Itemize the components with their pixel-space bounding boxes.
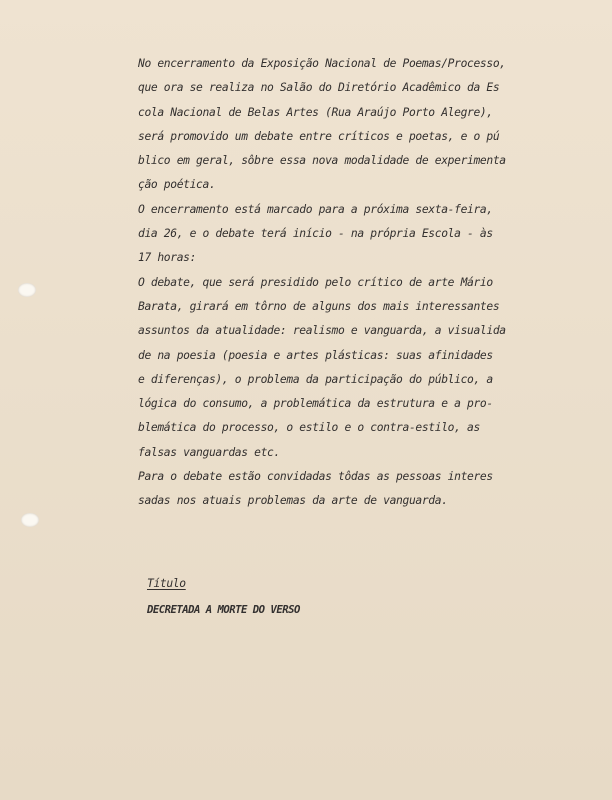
body-line: cola Nacional de Belas Artes (Rua Araújo Porto Alegre), bbox=[138, 105, 493, 119]
body-line: blico em geral, sôbre essa nova modalidade de experimenta bbox=[138, 154, 506, 168]
body-line: ção poética. bbox=[138, 178, 216, 192]
body-line: blemática do processo, o estilo e o contra-estilo, as bbox=[138, 421, 480, 435]
body-line: O debate, que será presidido pelo crítico de arte Mário bbox=[138, 275, 493, 289]
body-line: Para o debate estão convidadas tôdas as pessoas interes bbox=[138, 470, 493, 484]
body-line: sadas nos atuais problemas da arte de vanguarda. bbox=[138, 494, 448, 508]
body-line: O encerramento está marcado para a próxima sexta-feira, bbox=[138, 202, 493, 216]
body-line: 17 horas: bbox=[138, 251, 197, 265]
body-line: que ora se realiza no Salão do Diretório Acadêmico da Es bbox=[138, 81, 500, 95]
body-line: No encerramento da Exposição Nacional de Poemas/Processo, bbox=[138, 57, 506, 70]
body-line: lógica do consumo, a problemática da estrutura e a pro- bbox=[138, 397, 493, 411]
body-line: de na poesia (poesia e artes plásticas: suas afinidades bbox=[138, 348, 493, 362]
punch-hole bbox=[18, 283, 36, 297]
body-line: e diferenças), o problema da participação do público, a bbox=[138, 372, 493, 386]
body-line: falsas vanguardas etc. bbox=[138, 445, 280, 459]
poem-title: DECRETADA A MORTE DO VERSO bbox=[147, 604, 300, 616]
punch-hole bbox=[21, 513, 39, 527]
typed-body bbox=[138, 52, 578, 514]
title-label: Título bbox=[147, 577, 186, 590]
body-line: assuntos da atualidade: realismo e vanguarda, a visualida bbox=[138, 324, 506, 338]
body-line: Barata, girará em tôrno de alguns dos mais interessantes bbox=[138, 299, 500, 313]
body-line: dia 26, e o debate terá início - na própria Escola - às bbox=[138, 227, 493, 241]
body-line: será promovido um debate entre críticos e poetas, e o pú bbox=[138, 129, 500, 143]
